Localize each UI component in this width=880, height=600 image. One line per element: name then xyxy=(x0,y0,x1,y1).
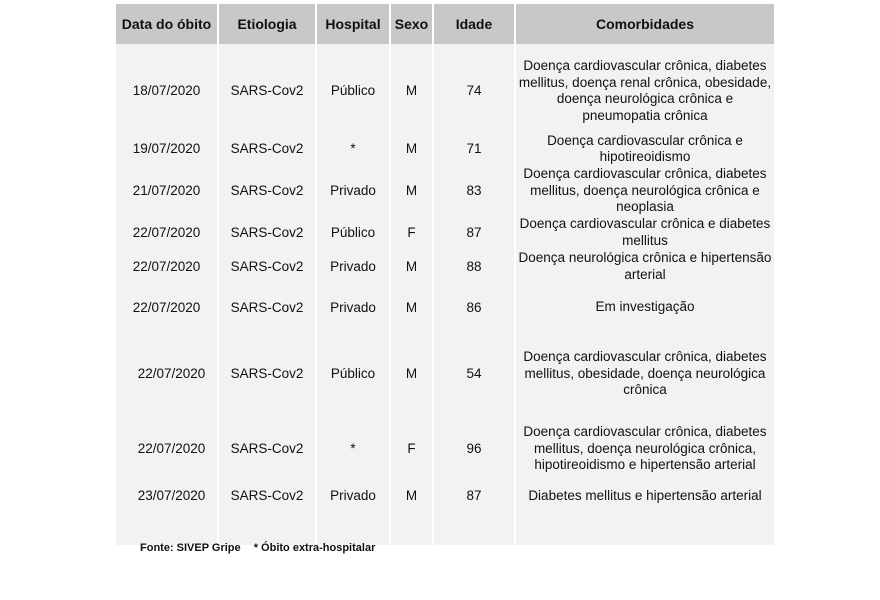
cell-data: 21/07/2020 xyxy=(116,166,217,216)
cell-idade: 87 xyxy=(434,216,514,249)
header-row xyxy=(116,4,774,44)
cell-sexo: M xyxy=(391,481,432,511)
cell-comorbidades: Doença neurológica crônica e hipertensão arterial xyxy=(516,249,774,284)
cell-etiologia: SARS-Cov2 xyxy=(219,50,315,132)
cell-sexo: M xyxy=(391,249,432,284)
cell-etiologia: SARS-Cov2 xyxy=(219,216,315,249)
cell-idade: 71 xyxy=(434,132,514,166)
cell-hospital: Público xyxy=(317,50,389,132)
cell-comorbidades: Doença cardiovascular crônica, diabetes mellitus, obesidade, doença neurológica crônica xyxy=(516,331,774,417)
table-row xyxy=(116,481,774,511)
cell-data: 19/07/2020 xyxy=(116,132,217,166)
header-idade: Idade xyxy=(434,4,514,44)
table-row xyxy=(116,216,774,249)
cell-sexo: M xyxy=(391,284,432,331)
cell-data: 22/07/2020 xyxy=(116,216,217,249)
cell-comorbidades: Doença cardiovascular crônica, diabetes mellitus, doença renal crônica, obesidade, doença neurológica crônica e pneumopatia crônica xyxy=(516,50,774,132)
table-row xyxy=(116,284,774,331)
deaths-table xyxy=(114,4,770,545)
cell-sexo: M xyxy=(391,50,432,132)
header-data-obito: Data do óbito xyxy=(116,4,217,44)
cell-idade: 88 xyxy=(434,249,514,284)
table-row xyxy=(116,132,774,166)
cell-sexo: F xyxy=(391,417,432,481)
header-etiologia: Etiologia xyxy=(219,4,315,44)
cell-etiologia: SARS-Cov2 xyxy=(219,417,315,481)
cell-comorbidades: Em investigação xyxy=(516,284,774,331)
cell-etiologia: SARS-Cov2 xyxy=(219,284,315,331)
cell-data: 22/07/2020 xyxy=(116,284,217,331)
cell-idade: 96 xyxy=(434,417,514,481)
cell-sexo: M xyxy=(391,166,432,216)
cell-hospital: * xyxy=(317,417,389,481)
cell-hospital: Privado xyxy=(317,249,389,284)
cell-hospital: * xyxy=(317,132,389,166)
header-hospital: Hospital xyxy=(317,4,389,44)
cell-sexo: F xyxy=(391,216,432,249)
cell-etiologia: SARS-Cov2 xyxy=(219,132,315,166)
cell-idade: 74 xyxy=(434,50,514,132)
cell-etiologia: SARS-Cov2 xyxy=(219,166,315,216)
table-row xyxy=(116,249,774,284)
cell-data: 22/07/2020 xyxy=(116,331,217,417)
table-row xyxy=(116,50,774,132)
cell-hospital: Privado xyxy=(317,481,389,511)
footer-source: Fonte: SIVEP Gripe xyxy=(140,542,241,554)
cell-hospital: Público xyxy=(317,216,389,249)
cell-data: 18/07/2020 xyxy=(116,50,217,132)
cell-comorbidades: Doença cardiovascular crônica, diabetes mellitus, doença neurológica crônica e neoplasia xyxy=(516,166,774,216)
cell-data: 22/07/2020 xyxy=(116,417,217,481)
header-comorbidades: Comorbidades xyxy=(516,4,774,44)
cell-sexo: M xyxy=(391,132,432,166)
cell-etiologia: SARS-Cov2 xyxy=(219,331,315,417)
cell-data: 22/07/2020 xyxy=(116,249,217,284)
cell-comorbidades: Doença cardiovascular crônica e diabetes mellitus xyxy=(516,216,774,249)
cell-idade: 86 xyxy=(434,284,514,331)
footer-note: * Óbito extra-hospitalar xyxy=(253,542,376,554)
cell-idade: 54 xyxy=(434,331,514,417)
table-row xyxy=(116,166,774,216)
cell-data: 23/07/2020 xyxy=(116,481,217,511)
cell-idade: 83 xyxy=(434,166,514,216)
cell-comorbidades: Doença cardiovascular crônica, diabetes mellitus, doença neurológica crônica, hipotireoidismo e hipertensão arterial xyxy=(516,417,774,481)
cell-hospital: Privado xyxy=(317,284,389,331)
table-row xyxy=(116,331,774,417)
cell-sexo: M xyxy=(391,331,432,417)
cell-idade: 87 xyxy=(434,481,514,511)
spacer-row xyxy=(116,511,774,545)
table-row xyxy=(116,417,774,481)
table-footer xyxy=(140,542,385,554)
cell-etiologia: SARS-Cov2 xyxy=(219,481,315,511)
cell-comorbidades: Diabetes mellitus e hipertensão arterial xyxy=(516,481,774,511)
cell-etiologia: SARS-Cov2 xyxy=(219,249,315,284)
cell-hospital: Público xyxy=(317,331,389,417)
header-sexo: Sexo xyxy=(391,4,432,44)
cell-hospital: Privado xyxy=(317,166,389,216)
cell-comorbidades: Doença cardiovascular crônica e hipotireoidismo xyxy=(516,132,774,166)
